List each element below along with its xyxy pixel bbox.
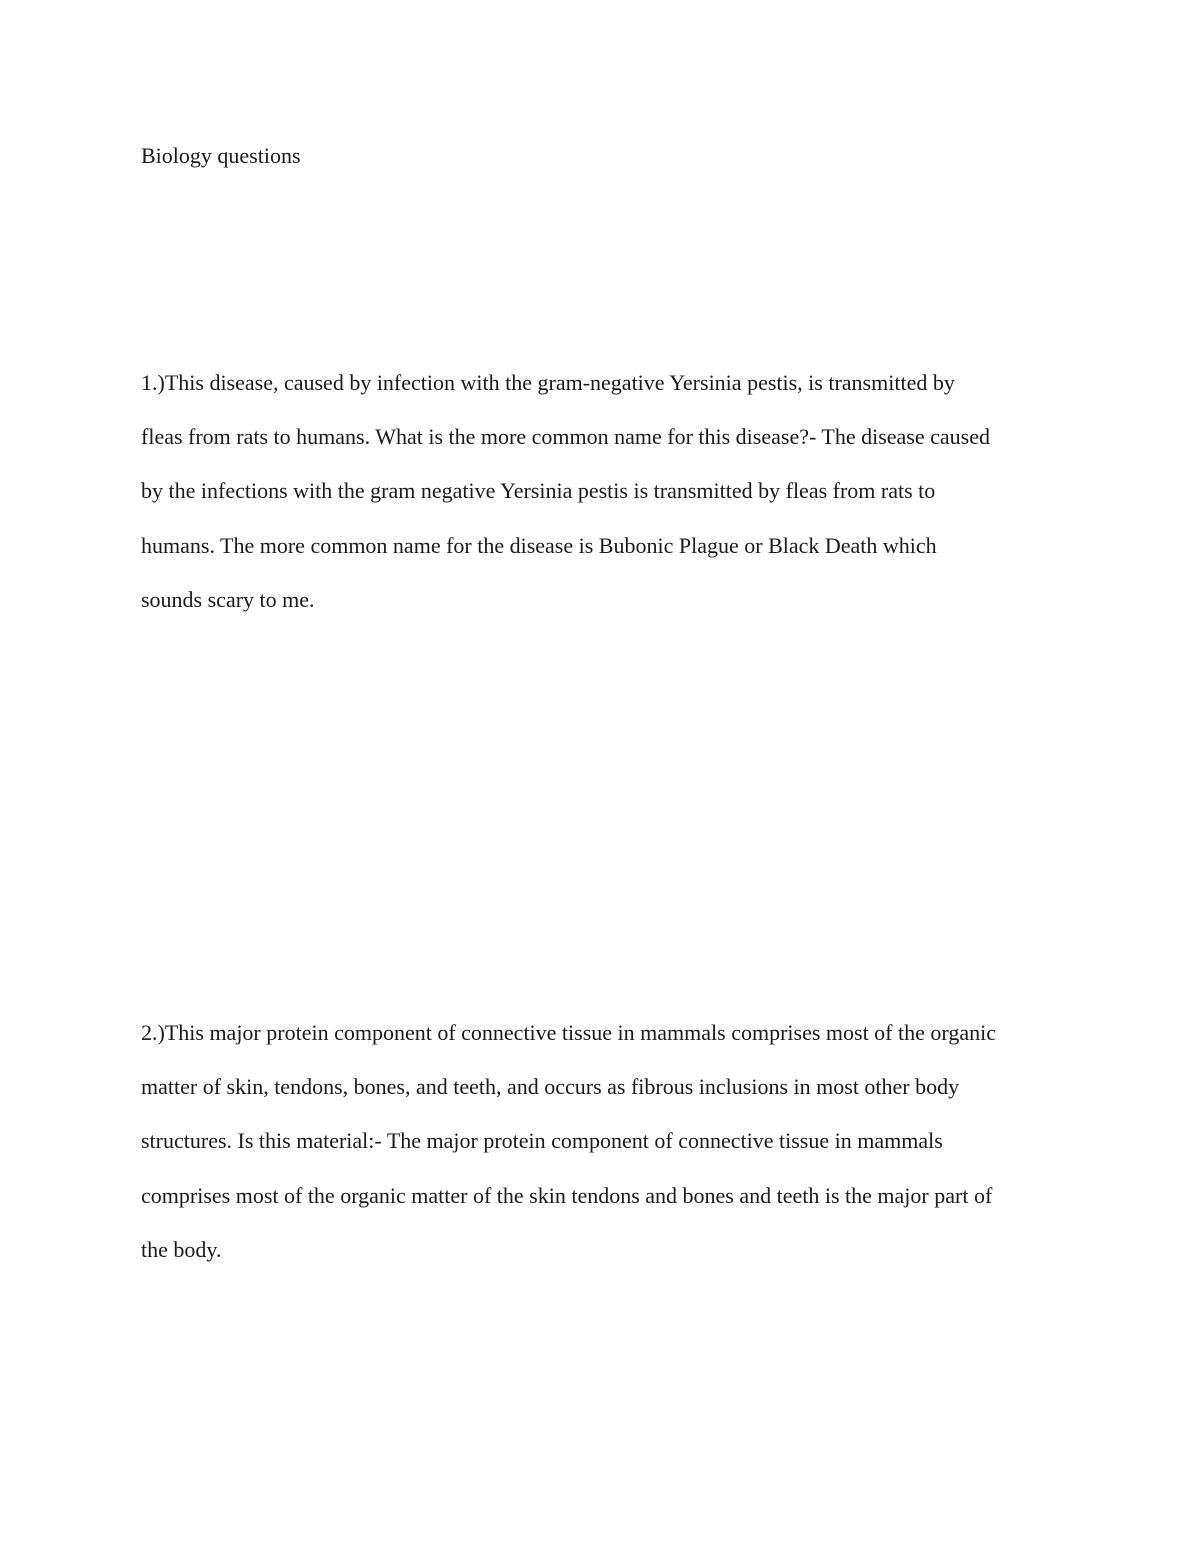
question-2-line-5: the body. xyxy=(141,1236,222,1262)
document-title: Biology questions xyxy=(141,143,301,168)
question-2-line-2: matter of skin, tendons, bones, and teeth, and occurs as fibrous inclusions in most other body xyxy=(141,1074,960,1100)
question-1-line-2: fleas from rats to humans. What is the more common name for this disease?- The disease caused xyxy=(141,424,990,450)
question-2 xyxy=(141,1006,1081,1277)
question-1-line-1: 1.)This disease, caused by infection with the gram-negative Yersinia pestis, is transmitted by xyxy=(141,370,955,395)
question-2-line-1: 2.)This major protein component of connective tissue in mammals comprises most of the organic xyxy=(141,1020,996,1045)
question-1 xyxy=(141,356,1081,627)
question-2-line-3: structures. Is this material:- The major protein component of connective tissue in mammals xyxy=(141,1128,943,1154)
question-1-line-5: sounds scary to me. xyxy=(141,586,315,612)
question-1-line-3: by the infections with the gram negative Yersinia pestis is transmitted by fleas from rats to xyxy=(141,478,936,504)
question-2-line-4: comprises most of the organic matter of the skin tendons and bones and teeth is the major part of xyxy=(141,1182,993,1208)
question-1-line-4: humans. The more common name for the disease is Bubonic Plague or Black Death which xyxy=(141,532,937,558)
